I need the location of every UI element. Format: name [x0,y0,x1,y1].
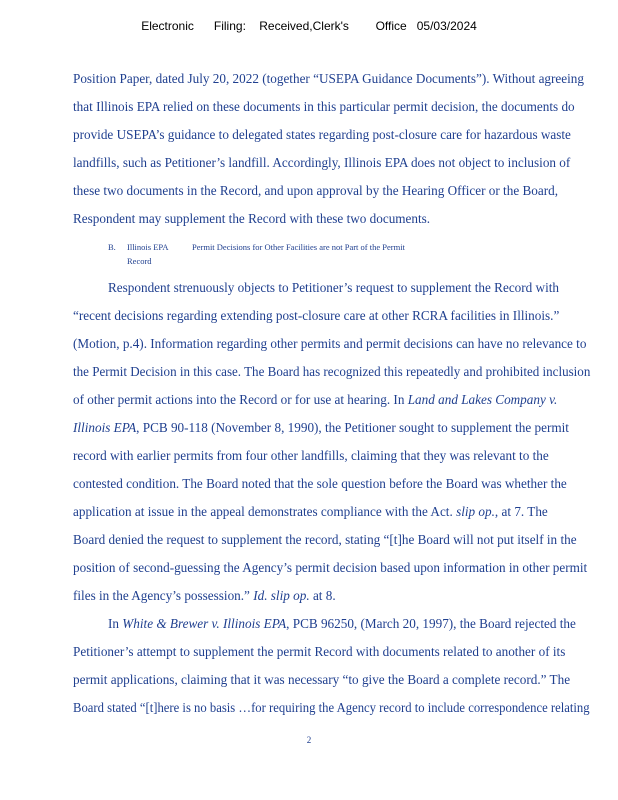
filing-header [0,19,618,33]
paragraph-line [73,504,548,520]
case-name: Illinois EPA [73,420,137,435]
line-text: In [108,616,123,631]
paragraph-line: position of second-guessing the Agency’s permit decision based upon information in other permit [73,560,588,575]
page-number: 2 [306,735,312,745]
paragraph-line: Board stated “[t]here is no basis …for requiring the Agency record to include correspondence relating [73,700,590,715]
paragraph-line: Board denied the request to supplement the record, stating “[t]he Board will not put itself in the [73,532,577,547]
paragraph-line [73,420,569,436]
line-text: , at 7. The [494,504,548,519]
line-text: , PCB 90-118 (November 8, 1990), the Petitioner sought to supplement the permit [136,420,569,435]
header-word: Clerk's [312,19,349,33]
line-text: at 8. [309,588,336,603]
paragraph-line [73,392,557,408]
paragraph-line: the Permit Decision in this case. The Board has recognized this repeatedly and prohibited inclusion [73,364,591,379]
header-word: Electronic [141,19,194,33]
section-title: Permit Decisions for Other Facilities are not Part of the Permit [192,242,405,252]
line-text: files in the Agency’s possession.” [73,588,254,603]
paragraph-line: landfills, such as Petitioner’s landfill. Accordingly, Illinois EPA does not object to inclusion of [73,155,571,170]
paragraph-line [108,616,576,632]
paragraph-line: Position Paper, dated July 20, 2022 (together “USEPA Guidance Documents”). Without agreeing [73,71,584,86]
case-name: Land and Lakes Company v. [407,392,558,407]
section-title: Record [127,256,152,266]
paragraph-line: record with earlier permits from four other landfills, claiming that they was relevant to the [73,448,549,463]
line-text: , PCB 96250, (March 20, 1997), the Board rejected the [286,616,576,631]
line-text: application at issue in the appeal demonstrates compliance with the Act. [73,504,457,519]
paragraph-line: (Motion, p.4). Information regarding other permits and permit decisions can have no relevance to [73,336,587,351]
case-name: White & Brewer v. Illinois EPA [122,616,287,631]
paragraph-line: Respondent may supplement the Record with these two documents. [73,211,431,226]
paragraph-line: Respondent strenuously objects to Petitioner’s request to supplement the Record with [108,280,559,295]
paragraph-line: provide USEPA’s guidance to delegated states regarding post-closure care for hazardous waste [73,127,571,142]
section-letter: B. [108,242,116,252]
citation: slip op. [456,504,495,519]
header-word: Office [375,19,407,33]
citation: Id. slip op. [253,588,310,603]
section-title: Illinois EPA [127,242,169,252]
line-text: of other permit actions into the Record or for use at hearing. In [73,392,408,407]
paragraph-line: Petitioner’s attempt to supplement the permit Record with documents related to another of its [73,644,566,659]
paragraph-line: permit applications, claiming that it was necessary “to give the Board a complete record.” The [73,672,571,687]
header-word: 05/03/2024 [416,19,477,33]
header-word: Received, [259,19,313,33]
paragraph-line [73,588,336,604]
paragraph-line: that Illinois EPA relied on these documents in this particular permit decision, the documents do [73,99,575,114]
paragraph-line: “recent decisions regarding extending post-closure care at other RCRA facilities in Illinois.” [73,308,560,323]
paragraph-line: these two documents in the Record, and upon approval by the Hearing Officer or the Board, [73,183,558,198]
paragraph-line: contested condition. The Board noted that the sole question before the Board was whether the [73,476,567,491]
header-word: Filing: [213,19,246,33]
